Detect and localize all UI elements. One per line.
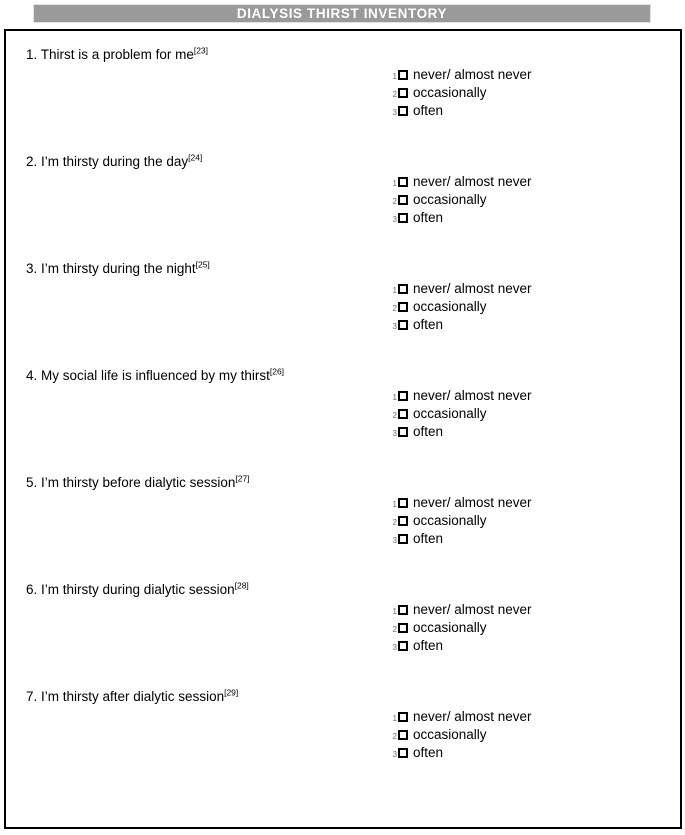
option-label: occasionally [413,513,487,528]
unchecked-checkbox-icon[interactable] [398,730,408,740]
question-number: 5. [26,475,38,490]
unchecked-checkbox-icon[interactable] [398,748,408,758]
answer-option[interactable] [391,104,532,122]
option-label: never/ almost never [413,602,532,617]
option-label: never/ almost never [413,174,532,189]
answer-options [391,282,532,336]
question-number: 7. [26,689,38,704]
question-statement: I’m thirsty before dialytic session [41,475,236,490]
option-label: often [413,745,444,760]
option-label: often [413,103,444,118]
answer-options [391,496,532,550]
option-label: never/ almost never [413,709,532,724]
answer-options [391,175,532,229]
citation-reference: [27] [235,473,250,484]
question-block [6,146,680,253]
question-number: 2. [26,154,38,169]
question-text [26,582,249,598]
question-text [26,368,284,384]
option-label: often [413,424,444,439]
question-number: 4. [26,368,38,383]
option-label: occasionally [413,299,487,314]
unchecked-checkbox-icon[interactable] [398,712,408,722]
answer-option[interactable] [391,389,532,407]
option-index: 1 [392,393,397,402]
unchecked-checkbox-icon[interactable] [398,498,408,508]
unchecked-checkbox-icon[interactable] [398,605,408,615]
option-index: 1 [392,714,397,723]
unchecked-checkbox-icon[interactable] [398,88,408,98]
unchecked-checkbox-icon[interactable] [398,427,408,437]
option-index: 3 [392,108,397,117]
unchecked-checkbox-icon[interactable] [398,516,408,526]
question-statement: I’m thirsty after dialytic session [41,689,225,704]
question-block [6,253,680,360]
question-statement: Thirst is a problem for me [40,47,194,62]
option-index: 3 [392,322,397,331]
option-label: never/ almost never [413,495,532,510]
unchecked-checkbox-icon[interactable] [398,213,408,223]
option-index: 1 [392,72,397,81]
option-index: 2 [392,732,397,741]
unchecked-checkbox-icon[interactable] [398,284,408,294]
answer-option[interactable] [391,532,532,550]
question-statement: I’m thirsty during the night [41,261,196,276]
unchecked-checkbox-icon[interactable] [398,391,408,401]
citation-reference: [28] [234,580,249,591]
option-index: 2 [392,518,397,527]
option-label: occasionally [413,620,487,635]
unchecked-checkbox-icon[interactable] [398,302,408,312]
unchecked-checkbox-icon[interactable] [398,177,408,187]
answer-option[interactable] [391,639,532,657]
option-index: 1 [392,286,397,295]
answer-option[interactable] [391,175,532,193]
answer-options [391,68,532,122]
option-index: 1 [392,179,397,188]
option-index: 2 [392,197,397,206]
option-label: never/ almost never [413,67,532,82]
unchecked-checkbox-icon[interactable] [398,320,408,330]
answer-options [391,603,532,657]
option-index: 2 [392,411,397,420]
citation-reference: [23] [193,45,209,56]
option-index: 3 [392,429,397,438]
unchecked-checkbox-icon[interactable] [398,70,408,80]
answer-option[interactable] [391,86,532,104]
question-number: 1. [26,47,38,62]
question-text [26,689,238,705]
question-text [26,261,210,277]
option-index: 2 [392,90,397,99]
question-text [26,475,250,491]
answer-option[interactable] [391,746,532,764]
answer-option[interactable] [391,425,532,443]
question-block [6,681,680,788]
inventory-title-bar [33,4,651,23]
answer-option[interactable] [391,621,532,639]
answer-option[interactable] [391,211,532,229]
unchecked-checkbox-icon[interactable] [398,106,408,116]
option-index: 1 [392,607,397,616]
answer-options [391,389,532,443]
option-label: often [413,210,444,225]
option-label: occasionally [413,406,487,421]
option-label: often [413,531,444,546]
question-statement: I’m thirsty during dialytic session [41,582,235,597]
unchecked-checkbox-icon[interactable] [398,641,408,651]
question-number: 3. [26,261,38,276]
option-index: 3 [392,215,397,224]
question-block [6,39,680,146]
option-index: 1 [392,500,397,509]
unchecked-checkbox-icon[interactable] [398,409,408,419]
answer-option[interactable] [391,728,532,746]
citation-reference: [25] [195,259,210,270]
option-index: 2 [392,625,397,634]
answer-option[interactable] [391,68,532,86]
question-list [6,31,680,827]
answer-option[interactable] [391,514,532,532]
question-statement: I’m thirsty during the day [41,154,189,169]
question-block [6,360,680,467]
questionnaire-form-box [4,29,682,829]
answer-option[interactable] [391,603,532,621]
question-block [6,574,680,681]
option-label: never/ almost never [413,388,532,403]
option-label: never/ almost never [413,281,532,296]
option-index: 3 [392,536,397,545]
option-label: occasionally [413,727,487,742]
question-text [26,154,202,170]
citation-reference: [29] [224,687,239,698]
option-label: occasionally [413,192,487,207]
answer-option[interactable] [391,496,532,514]
unchecked-checkbox-icon[interactable] [398,623,408,633]
question-block [6,467,680,574]
citation-reference: [24] [188,152,203,163]
answer-option[interactable] [391,300,532,318]
question-statement: My social life is influenced by my thirst [41,368,270,383]
option-label: often [413,317,444,332]
option-index: 3 [392,750,397,759]
answer-option[interactable] [391,282,532,300]
option-label: often [413,638,444,653]
unchecked-checkbox-icon[interactable] [398,195,408,205]
unchecked-checkbox-icon[interactable] [398,534,408,544]
question-text [26,47,208,63]
page-title: DIALYSIS THIRST INVENTORY [236,5,448,21]
option-index: 2 [392,304,397,313]
answer-option[interactable] [391,193,532,211]
citation-reference: [26] [269,366,285,377]
option-index: 3 [392,643,397,652]
answer-option[interactable] [391,407,532,425]
answer-options [391,710,532,764]
question-number: 6. [26,582,38,597]
answer-option[interactable] [391,318,532,336]
answer-option[interactable] [391,710,532,728]
option-label: occasionally [413,85,487,100]
